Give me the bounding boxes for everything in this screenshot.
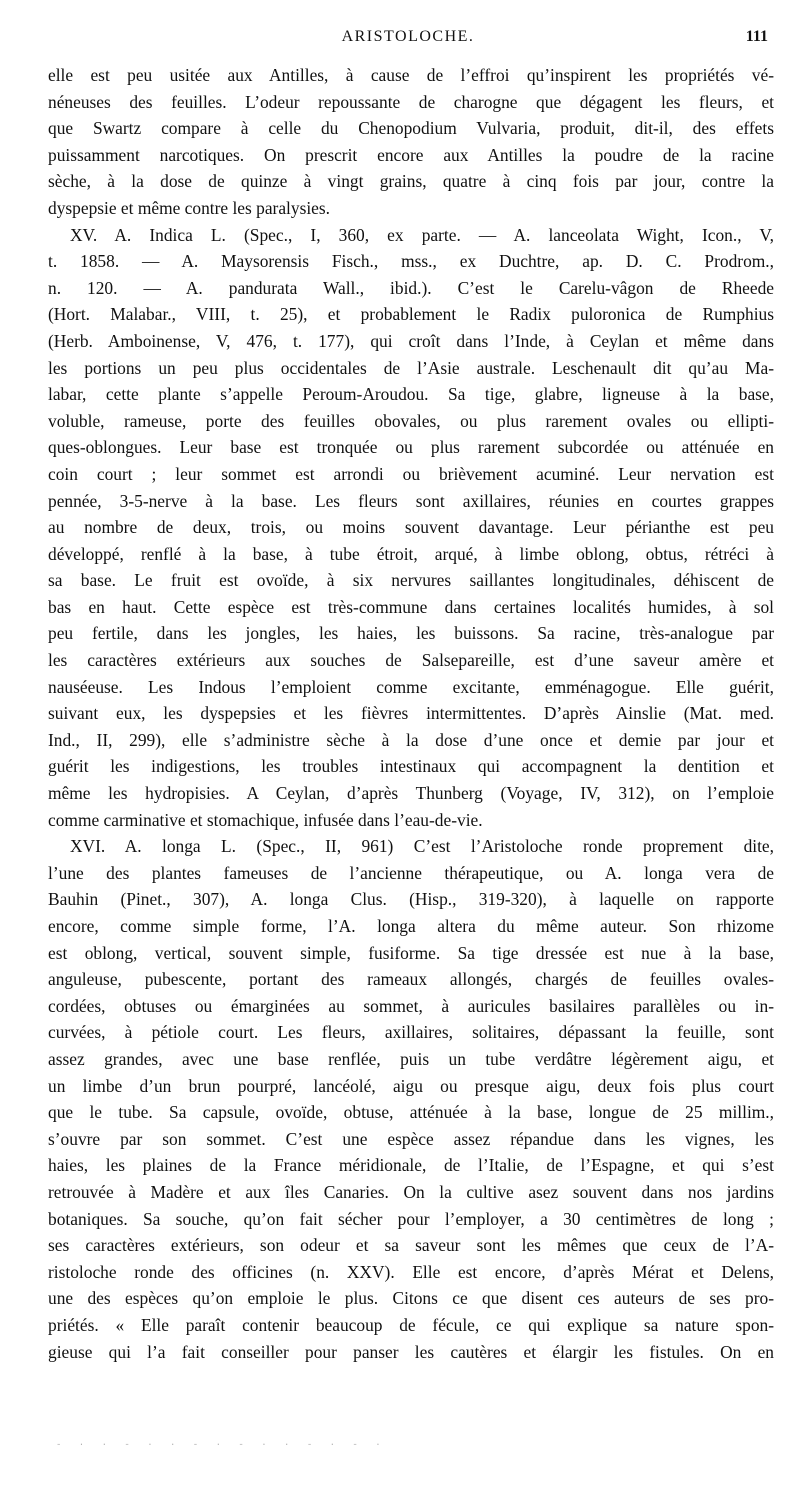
text-line: pennée, 3-5-nerve à la base. Les fleurs sont axillaires, réunies en courtes grappes [48, 490, 774, 511]
running-header [48, 28, 768, 52]
text-line: suivant eux, les dyspepsies et les fièvres intermittentes. D’après Ainslie (Mat. med. [48, 703, 774, 724]
text-line: XV. A. Indica L. (Spec., I, 360, ex parte. — A. lanceolata Wight, Icon., V, [70, 224, 774, 245]
text-line: comme carminative et stomachique, infusée dans l’eau-de-vie. [48, 809, 483, 830]
text-line: ses caractères extérieurs, son odeur et sa saveur sont les mêmes que ceux de l’A- [48, 1235, 774, 1256]
text-line: (Herb. Amboinense, V, 476, t. 177), qui croît dans l’Inde, à Ceylan et même dans [48, 330, 774, 351]
text-line: haies, les plaines de la France méridionale, de l’Italie, de l’Espagne, et qui s’est [48, 1155, 774, 1176]
text-line: priétés. « Elle paraît contenir beaucoup de fécule, ce qui explique sa nature spon- [48, 1314, 774, 1335]
text-line: retrouvée à Madère et aux îles Canaries. On la cultive asez souvent dans nos jardins [48, 1181, 774, 1202]
text-line: cordées, obtuses ou émarginées au sommet, à auricules basilaires parallèles ou in- [48, 995, 774, 1016]
text-line: est oblong, vertical, souvent simple, fusiforme. Sa tige dressée est nue à la base, [48, 942, 774, 963]
text-line: dyspepsie et même contre les paralysies. [48, 197, 331, 218]
body-text [48, 62, 774, 1365]
text-line: XVI. A. longa L. (Spec., II, 961) C’est l’Aristoloche ronde proprement dite, [70, 836, 774, 857]
text-line: ques-oblongues. Leur base est tronquée ou plus rarement subcordée ou atténuée en [48, 437, 774, 458]
text-line: guérit les indigestions, les troubles intestinaux qui accompagnent la dentition et [48, 756, 774, 777]
text-line: ristoloche ronde des officines (n. XXV). Elle est encore, d’après Mérat et Delens, [48, 1261, 774, 1282]
text-line: voluble, rameuse, porte des feuilles obovales, ou plus rarement ovales ou ellipti- [48, 410, 774, 431]
text-line: bas en haut. Cette espèce est très-commune dans certaines localités humides, à sol [48, 596, 774, 617]
text-line: anguleuse, pubescente, portant des rameaux allongés, chargés de feuilles ovales- [48, 969, 774, 990]
text-line: gieuse qui l’a fait conseiller pour panser les cautères et élargir les fistules. On en [48, 1341, 774, 1362]
text-line: que le tube. Sa capsule, ovoïde, obtuse, atténuée à la base, longue de 25 millim., [48, 1102, 774, 1123]
text-line: elle est peu usitée aux Antilles, à cause de l’effroi qu’inspirent les propriétés vé- [48, 65, 774, 85]
text-line: un limbe d’un brun pourpré, lancéolé, aigu ou presque aigu, deux fois plus court [48, 1075, 774, 1096]
text-line: l’une des plantes fameuses de l’ancienne thérapeutique, ou A. longa vera de [48, 862, 774, 883]
text-line: sèche, à la dose de quinze à vingt grains, quatre à cinq fois par jour, contre la [48, 171, 774, 192]
text-line: développé, renflé à la base, à tube étroit, arqué, à limbe oblong, obtus, rétréci à [48, 543, 774, 564]
text-line: puissamment narcotiques. On prescrit encore aux Antilles la poudre de la racine [48, 144, 774, 165]
text-line: Ind., II, 299), elle s’administre sèche à la dose d’une once et demie par jour et [48, 729, 774, 750]
text-line: néneuses des feuilles. L’odeur repoussante de charogne que dégagent les fleurs, et [48, 91, 774, 112]
text-line: nauséeuse. Les Indous l’emploient comme excitante, emménagogue. Elle guérit, [48, 676, 774, 697]
text-line: botaniques. Sa souche, qu’on fait sécher pour l’employer, a 30 centimètres de long ; [48, 1208, 774, 1229]
text-line: curvées, à pétiole court. Les fleurs, axillaires, solitaires, dépassant la feuille, sont [48, 1022, 774, 1043]
running-title: ARISTOLOCHE. [341, 28, 475, 45]
text-line: encore, comme simple forme, l’A. longa altera du même auteur. Son rhizome [48, 916, 774, 936]
page-number: 111 [745, 28, 768, 45]
text-line: t. 1858. — A. Maysorensis Fisch., mss., ex Duchtre, ap. D. C. Prodrom., [48, 251, 774, 272]
text-line: les portions un peu plus occidentales de l’Asie australe. Leschenault dit qu’au Ma- [48, 357, 774, 378]
text-line: (Hort. Malabar., VIII, t. 25), et probablement le Radix puloronica de Rumphius [48, 304, 774, 325]
text-line: labar, cette plante s’appelle Peroum-Aroudou. Sa tige, glabre, ligneuse à la base, [48, 384, 774, 405]
text-line: Bauhin (Pinet., 307), A. longa Clus. (Hisp., 319-320), à laquelle on rapporte [48, 889, 774, 910]
text-line: sa base. Le fruit est ovoïde, à six nervures saillantes longitudinales, déhiscent de [48, 570, 774, 591]
text-line: au nombre de deux, trois, ou moins souvent davantage. Leur périanthe est peu [48, 517, 774, 538]
text-line: les caractères extérieurs aux souches de Salsepareille, est d’une saveur amère et [48, 650, 774, 671]
text-line: peu fertile, dans les jongles, les haies, les buissons. Sa racine, très-analogue par [48, 623, 774, 644]
text-line: que Swartz compare à celle du Chenopodium Vulvaria, produit, dit-il, des effets [48, 118, 774, 139]
text-line: même les hydropisies. A Ceylan, d’après Thunberg (Voyage, IV, 312), on l’emploie [48, 783, 774, 804]
bleed-through-marks: - · · - · · - · - · · - · - · [56, 1440, 387, 1450]
text-line: une des espèces qu’on emploie le plus. Citons ce que disent ces auteurs de ses pro- [48, 1288, 774, 1309]
text-line: assez grandes, avec une base renflée, puis un tube verdâtre légèrement aigu, et [48, 1048, 774, 1069]
text-line: s’ouvre par son sommet. C’est une espèce assez répandue dans les vignes, les [48, 1128, 774, 1149]
text-line: n. 120. — A. pandurata Wall., ibid.). C’est le Carelu-vâgon de Rheede [48, 277, 774, 298]
text-line: coin court ; leur sommet est arrondi ou brièvement acuminé. Leur nervation est [48, 463, 774, 484]
